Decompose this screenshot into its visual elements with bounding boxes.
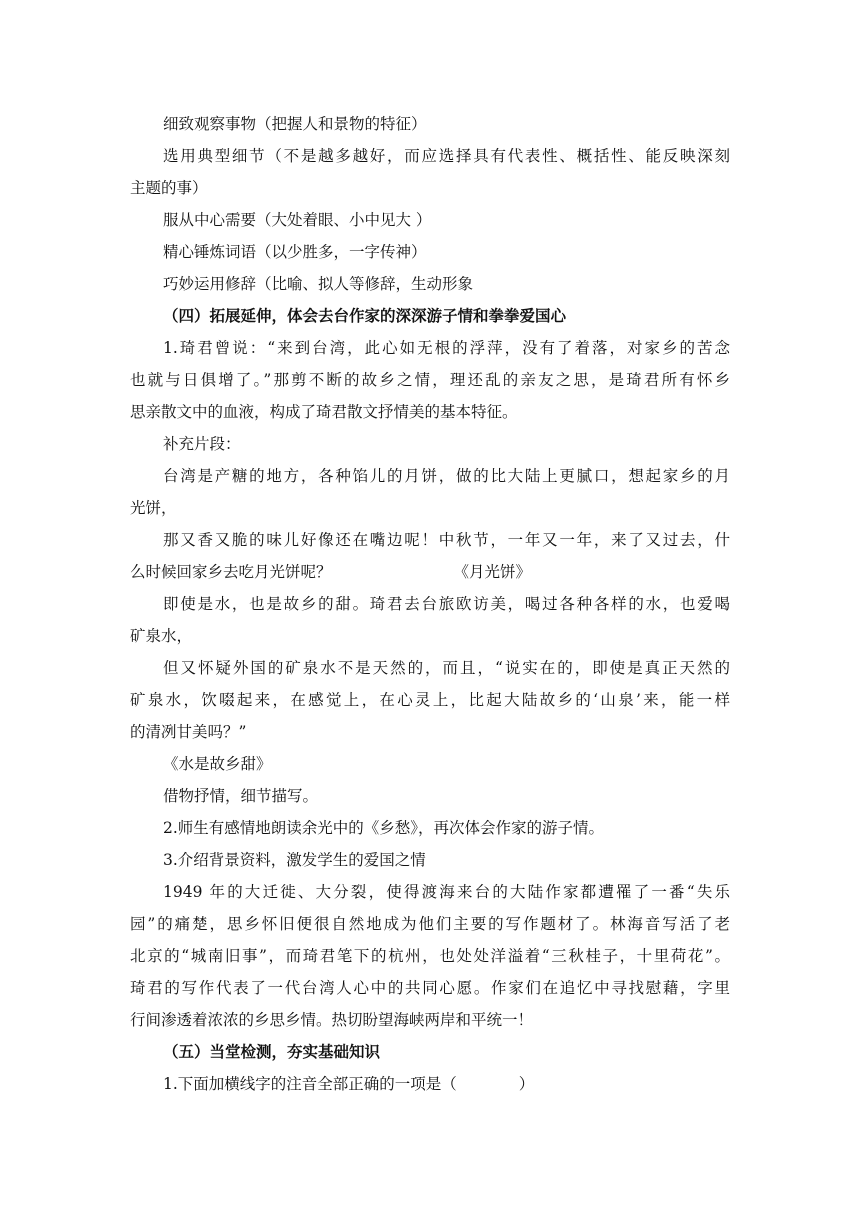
excerpt-2-line-2 (130, 562, 730, 582)
background-line-1: 1949 年的大迁徙、大分裂，使得渡海来台的大陆作家都遭罹了一番“失乐 (163, 883, 730, 901)
background-line-3: 北京的“城南旧事”，而琦君笔下的杭州，也处处洋溢着“三秋桂子，十里荷花”。 (130, 947, 730, 965)
technique-note: 借物抒情，细节描写。 (163, 787, 319, 805)
excerpt-1-line-1: 台湾是产糖的地方，各种馅儿的月饼，做的比大陆上更腻口，想起家乡的月 (163, 467, 730, 485)
excerpt-4-line-3: 的清冽甘美吗？” (130, 723, 247, 741)
method-words: 精心锤炼词语（以少胜多，一字传神） (163, 243, 427, 261)
method-rhetoric: 巧妙运用修辞（比喻、拟人等修辞，生动形象 (163, 275, 474, 293)
excerpt-4-source: 《水是故乡甜》 (163, 755, 272, 773)
section-heading-4: （四）拓展延伸，体会去台作家的深深游子情和拳拳爱国心 (163, 306, 567, 325)
excerpt-3-line-2: 矿泉水， (130, 627, 193, 645)
step-3: 3.介绍背景资料，激发学生的爱国之情 (163, 851, 426, 869)
quote-intro-line-2: 也就与日俱增了。”那剪不断的故乡之情，理还乱的亲友之思，是琦君所有怀乡 (130, 371, 730, 389)
excerpt-1-line-2: 光饼， (130, 499, 177, 517)
method-detail: 选用典型细节（不是越多越好，而应选择具有代表性、概括性、能反映深刻 (163, 147, 730, 165)
excerpt-3-line-1: 即使是水，也是故乡的甜。琦君去台旅欧访美，喝过各种各样的水，也爱喝 (163, 595, 730, 613)
background-line-2: 园”的痛楚，思乡怀旧便很自然地成为他们主要的写作题材了。林海音写活了老 (130, 915, 730, 933)
method-center: 服从中心需要（大处着眼、小中见大 ） (163, 211, 432, 229)
step-2: 2.师生有感情地朗读余光中的《乡愁》，再次体会作家的游子情。 (163, 819, 605, 837)
excerpt-2-text: 么时候回家乡去吃月光饼呢？ (130, 563, 332, 581)
section-heading-5: （五）当堂检测，夯实基础知识 (163, 1042, 381, 1061)
excerpt-2-line-1: 那又香又脆的味儿好像还在嘴边呢！中秋节，一年又一年，来了又过去，什 (163, 531, 730, 549)
background-line-5: 行间渗透着浓浓的乡思乡情。热切盼望海峡两岸和平统一！ (130, 1011, 534, 1029)
excerpt-2-source: 《月光饼》 (453, 563, 532, 581)
method-observe: 细致观察事物（把握人和景物的特征） (163, 115, 427, 133)
quote-intro-line-3: 思亲散文中的血液，构成了琦君散文抒情美的基本特征。 (130, 403, 518, 421)
excerpt-4-line-1: 但又怀疑外国的矿泉水不是天然的，而且，“说实在的，即使是真正天然的 (163, 659, 730, 677)
question-1 (163, 1074, 763, 1094)
quote-intro-line-1: 1.琦君曾说：“来到台湾，此心如无根的浮萍，没有了着落，对家乡的苦念 (163, 339, 730, 357)
question-1-close: ） (518, 1075, 535, 1093)
background-line-4: 琦君的写作代表了一代台湾人心中的共同心愿。作家们在追忆中寻找慰藉，字里 (130, 979, 730, 997)
supplement-label: 补充片段： (163, 435, 241, 453)
method-detail-cont: 主题的事） (130, 179, 208, 197)
excerpt-4-line-2: 矿泉水，饮啜起来，在感觉上，在心灵上，比起大陆故乡的‘山泉’来，能一样 (130, 691, 730, 709)
question-1-text: 1.下面加横线字的注音全部正确的一项是（ (163, 1075, 457, 1093)
